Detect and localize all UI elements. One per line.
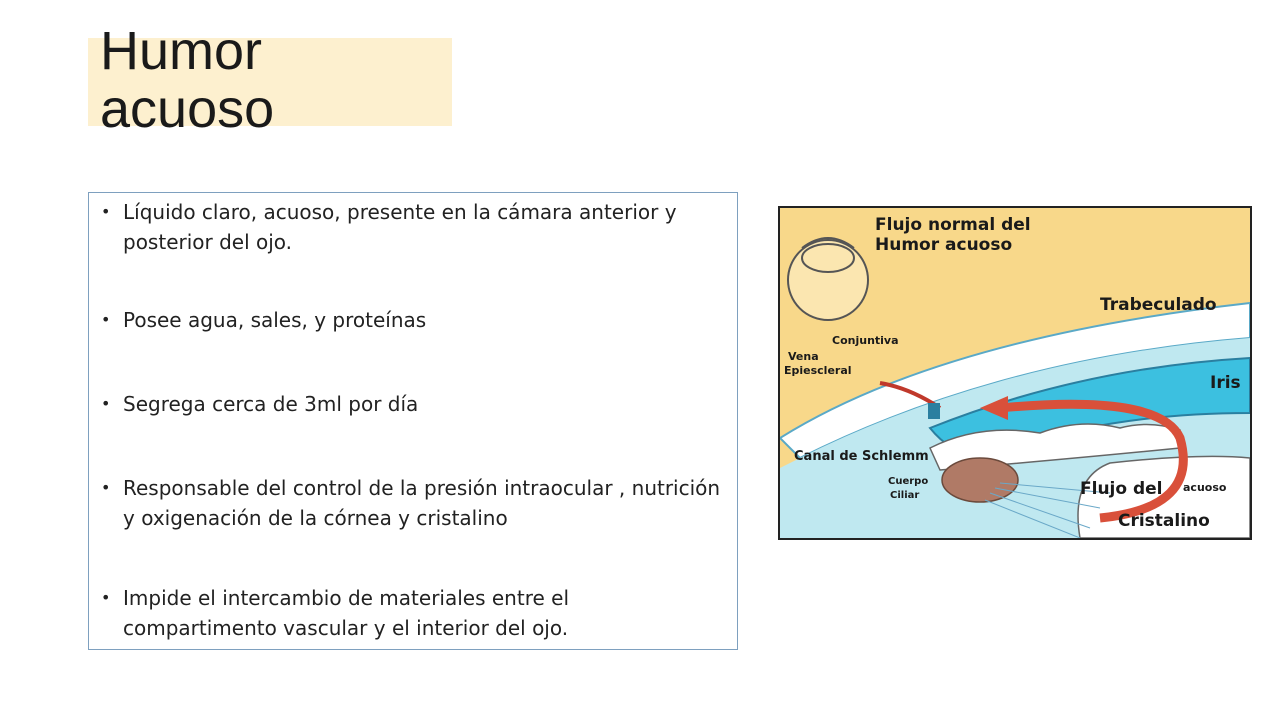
label-acuoso: acuoso <box>1183 481 1227 494</box>
label-cuerpo-2: Ciliar <box>890 490 920 501</box>
label-vena-1: Vena <box>788 350 819 363</box>
bullet-item-3 <box>101 389 721 419</box>
bullet-item-2 <box>101 305 721 335</box>
diagram-svg <box>780 208 1250 538</box>
bullet-icon: • <box>101 202 111 221</box>
label-vena-2: Epiescleral <box>784 364 852 377</box>
bullet-text-2: Posee agua, sales, y proteínas <box>123 308 427 332</box>
label-trabeculado: Trabeculado <box>1100 295 1217 315</box>
bullet-list-box <box>88 192 738 650</box>
bullet-text-5: Impide el intercambio de materiales entre el compartimento vascular y el interior del ojo. <box>123 586 569 640</box>
bullet-text-1: Líquido claro, acuoso, presente en la cámara anterior y posterior del ojo. <box>123 200 677 254</box>
label-conjuntiva: Conjuntiva <box>832 334 899 347</box>
label-canal: Canal de Schlemm <box>794 449 929 464</box>
figure-title-line-2: Humor acuoso <box>875 235 1013 255</box>
bullet-text-3: Segrega cerca de 3ml por día <box>123 392 419 416</box>
title-line-2: acuoso <box>100 79 275 139</box>
ciliary-body <box>942 458 1018 502</box>
label-flujo: Flujo del <box>1080 479 1163 499</box>
aqueous-flow-diagram <box>778 206 1252 540</box>
bullet-text-4: Responsable del control de la presión intraocular , nutrición y oxigenación de la córnea y cristalino <box>123 476 721 530</box>
figure-title-line-1: Flujo normal del <box>875 215 1031 235</box>
bullet-item-1 <box>101 197 721 257</box>
title-line-1: Humor <box>100 21 263 81</box>
schlemm-canal <box>928 403 940 419</box>
label-cristalino: Cristalino <box>1118 511 1210 531</box>
bullet-icon: • <box>101 310 111 329</box>
bullet-icon: • <box>101 394 111 413</box>
bullet-item-4 <box>101 473 721 533</box>
bullet-item-5 <box>101 583 721 643</box>
page-title <box>100 22 274 138</box>
label-iris: Iris <box>1210 373 1241 393</box>
eye-thumbnail <box>788 238 868 320</box>
bullet-icon: • <box>101 478 111 497</box>
bullet-icon: • <box>101 588 111 607</box>
label-cuerpo-1: Cuerpo <box>888 476 929 487</box>
